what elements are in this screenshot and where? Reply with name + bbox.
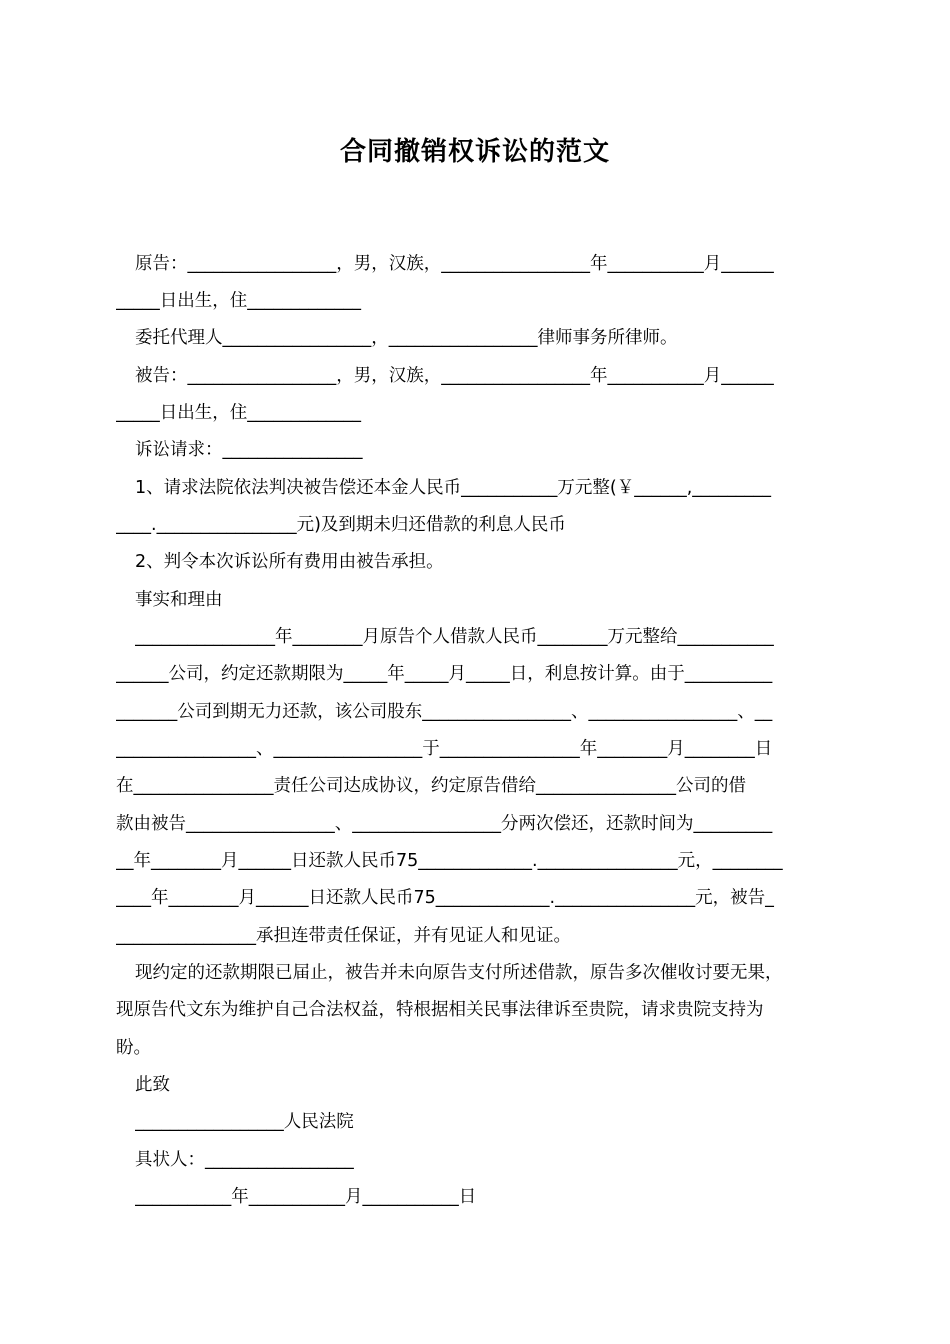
facts-line-9: ________________承担连带责任保证，并有见证人和见证。 [116, 926, 571, 946]
plaintiff-line-1: 原告：_________________，男，汉族，_________________年___________月______ [135, 254, 774, 274]
facts-line-3: _______公司到期无力还款，该公司股东_________________、_________________、__ [116, 702, 773, 722]
claim-2-line: 2、判令本次诉讼所有费用由被告承担。 [135, 552, 444, 572]
reason-line-1: 现约定的还款期限已届止，被告并未向原告支付所述借款，原告多次催收讨要无果， [135, 963, 783, 983]
claim-1-line-2: ____.________________元)及到期未归还借款的利息人民币 [116, 515, 566, 535]
reason-line-2: 现原告代文东为维护自己合法权益，特根据相关民事法律诉至贵院，请求贵院支持为 [116, 1000, 764, 1020]
defendant-line-1: 被告：_________________，男，汉族，_________________年___________月______ [135, 366, 774, 386]
claim-1-line-1: 1、请求法院依法判决被告偿还本金人民币___________万元整(￥______,_________ [135, 478, 772, 498]
salutation: 此致 [135, 1075, 170, 1095]
petitioner-line: 具状人：_________________ [135, 1150, 354, 1170]
reason-line-3: 盼。 [116, 1038, 151, 1058]
facts-line-8: ____年________月______日还款人民币75_____________.________________元，被告_ [116, 888, 774, 908]
defendant-line-2: _____日出生，住_____________ [116, 403, 361, 423]
date-line: ___________年___________月___________日 [135, 1187, 477, 1207]
court-line: _________________人民法院 [135, 1112, 354, 1132]
facts-line-4: ________________、_________________于________________年________月________日 [116, 739, 773, 759]
facts-line-1: ________________年________月原告个人借款人民币________万元整给___________ [135, 627, 774, 647]
claims-heading: 诉讼请求：________________ [135, 440, 363, 460]
facts-heading: 事实和理由 [135, 590, 223, 610]
facts-line-7: __年________月______日还款人民币75_____________.________________元，________ [116, 851, 783, 871]
facts-line-5: 在________________责任公司达成协议，约定原告借给________________公司的借 [116, 776, 746, 796]
plaintiff-line-2: _____日出生，住_____________ [116, 291, 361, 311]
facts-line-6: 款由被告_________________、_________________分两次偿还，还款时间为_________ [116, 814, 773, 834]
facts-line-2: ______公司，约定还款期限为_____年_____月_____日，利息按计算。由于__________ [116, 664, 773, 684]
agent-line: 委托代理人_________________，_________________律师事务所律师。 [135, 328, 678, 348]
document-title: 合同撤销权诉讼的范文 [339, 137, 610, 167]
